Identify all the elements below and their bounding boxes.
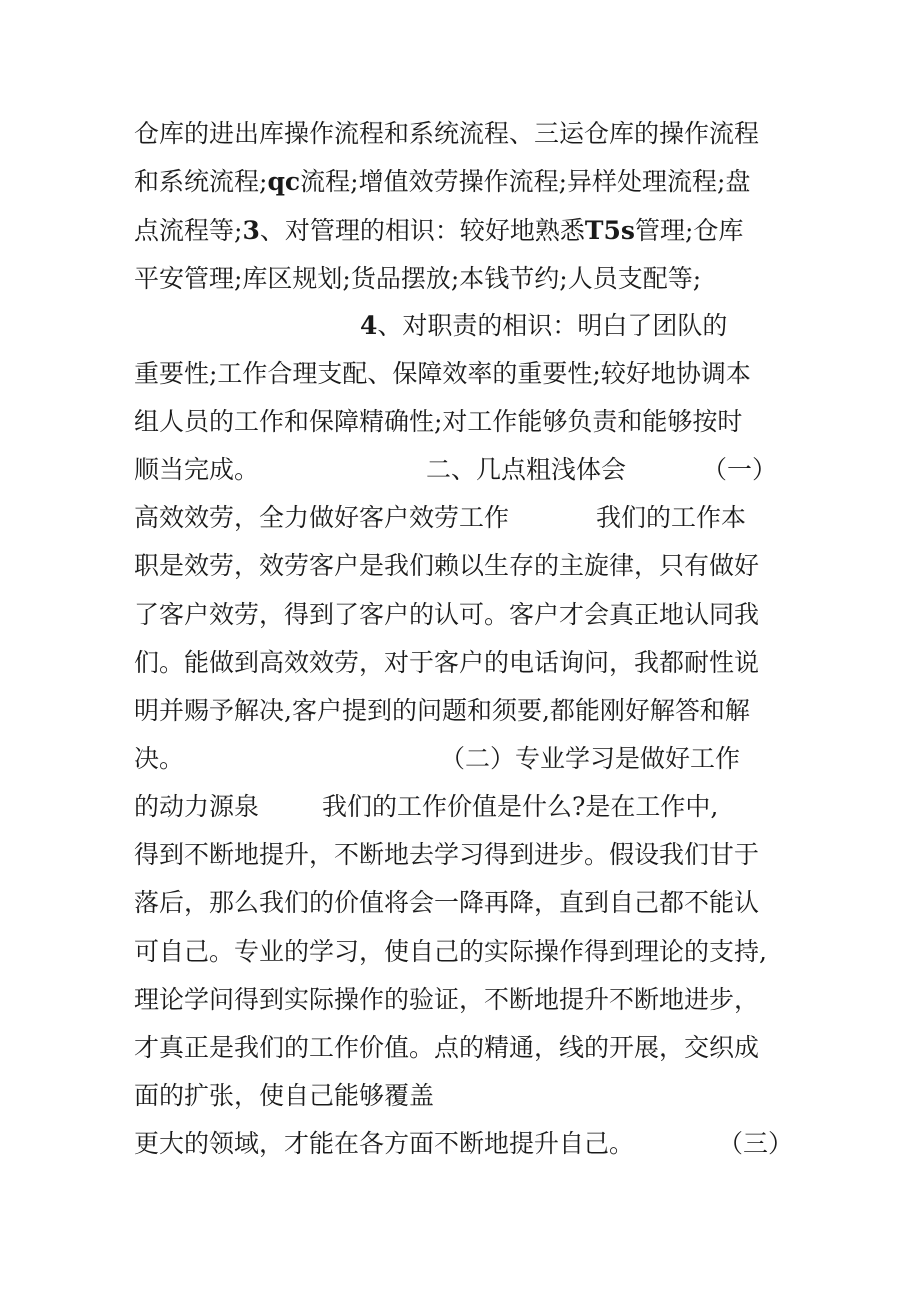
line-text: 我们的工作价值是什么?是在工作中, <box>322 792 719 821</box>
text-line-12 <box>134 643 759 683</box>
text-line-22 <box>134 1124 794 1164</box>
text-line-9 <box>134 498 774 538</box>
text-line-4 <box>134 259 701 299</box>
text-line-20 <box>134 1028 759 1068</box>
text-line-8 <box>134 450 794 490</box>
line-text: 了客户效劳，得到了客户的认可。客户才会真正地认同我 <box>134 600 760 629</box>
subsection-heading: 高效效劳，全力做好客户效劳工作 <box>134 503 510 532</box>
text-line-1 <box>134 114 759 154</box>
text-line-2 <box>134 162 750 202</box>
section-heading: 二、几点粗浅体会 <box>426 455 627 484</box>
subsection-heading: 的动力源泉 <box>134 792 260 821</box>
line-text: 职是效劳，效劳客户是我们赖以生存的主旋律，只有做好 <box>134 551 760 580</box>
subsection-number: （三） <box>718 1129 794 1158</box>
line-bold-text: qc <box>267 167 301 196</box>
line-text: 仓库的进出库操作流程和系统流程、三运仓库的操作流程 <box>134 119 760 148</box>
text-line-6 <box>134 354 751 394</box>
line-text: 可自己。专业的学习，使自己的实际操作得到理论的支持, <box>134 937 767 966</box>
line-text: 流程;增值效劳操作流程;异样处理流程;盘 <box>300 167 751 196</box>
line-text: 我们的工作本 <box>596 503 747 532</box>
text-line-19 <box>134 980 759 1020</box>
text-line-5 <box>360 306 727 346</box>
line-text: 决。 <box>134 744 185 773</box>
subsection-number: （一） <box>702 455 778 484</box>
text-line-7 <box>134 402 742 442</box>
line-text: 理论学问得到实际操作的验证，不断地提升不断地进步， <box>134 985 760 1014</box>
text-line-11 <box>134 595 759 635</box>
line-text: 更大的领域，才能在各方面不断地提升自己。 <box>134 1129 635 1158</box>
line-text: 管理;仓库 <box>634 216 744 245</box>
text-line-10 <box>134 546 759 586</box>
text-line-13 <box>134 691 750 731</box>
line-text: 和系统流程; <box>134 167 268 196</box>
line-text: 、对职责的相识：明白了团队的 <box>377 311 728 340</box>
line-text: 平安管理;库区规划;货品摆放;本钱节约;人员支配等; <box>134 264 702 293</box>
line-bold-text: 3 <box>242 216 260 245</box>
line-text: 顺当完成。 <box>134 455 260 484</box>
line-text: 面的扩张，使自己能够覆盖 <box>134 1081 435 1110</box>
text-line-16 <box>134 835 759 875</box>
line-text: 组人员的工作和保障精确性;对工作能够负责和能够按时 <box>134 407 743 436</box>
line-text: 才真正是我们的工作价值。点的精通，线的开展，交织成 <box>134 1033 760 1062</box>
text-line-15 <box>134 787 794 827</box>
line-bold-text: T5s <box>584 216 635 245</box>
text-line-17 <box>134 883 759 923</box>
line-text: 明并赐予解决,客户提到的问题和须要,都能刚好解答和解 <box>134 696 750 725</box>
line-text: 们。能做到高效效劳，对于客户的电话询问，我都耐性说 <box>134 648 760 677</box>
text-line-14 <box>134 739 794 779</box>
line-text: 落后，那么我们的价值将会一降再降，直到自己都不能认 <box>134 888 760 917</box>
line-text: 重要性;工作合理支配、保障效率的重要性;较好地协调本 <box>134 359 751 388</box>
subsection-heading: （二）专业学习是做好工作 <box>440 744 741 773</box>
line-text: 、对管理的相识：较好地熟悉 <box>259 216 585 245</box>
line-text: 得到不断地提升，不断地去学习得到进步。假设我们甘于 <box>134 840 760 869</box>
text-line-18 <box>134 932 767 972</box>
text-line-21 <box>134 1076 434 1116</box>
line-text: 点流程等; <box>134 216 243 245</box>
line-bold-text: 4 <box>360 311 378 340</box>
text-line-3 <box>134 211 743 251</box>
